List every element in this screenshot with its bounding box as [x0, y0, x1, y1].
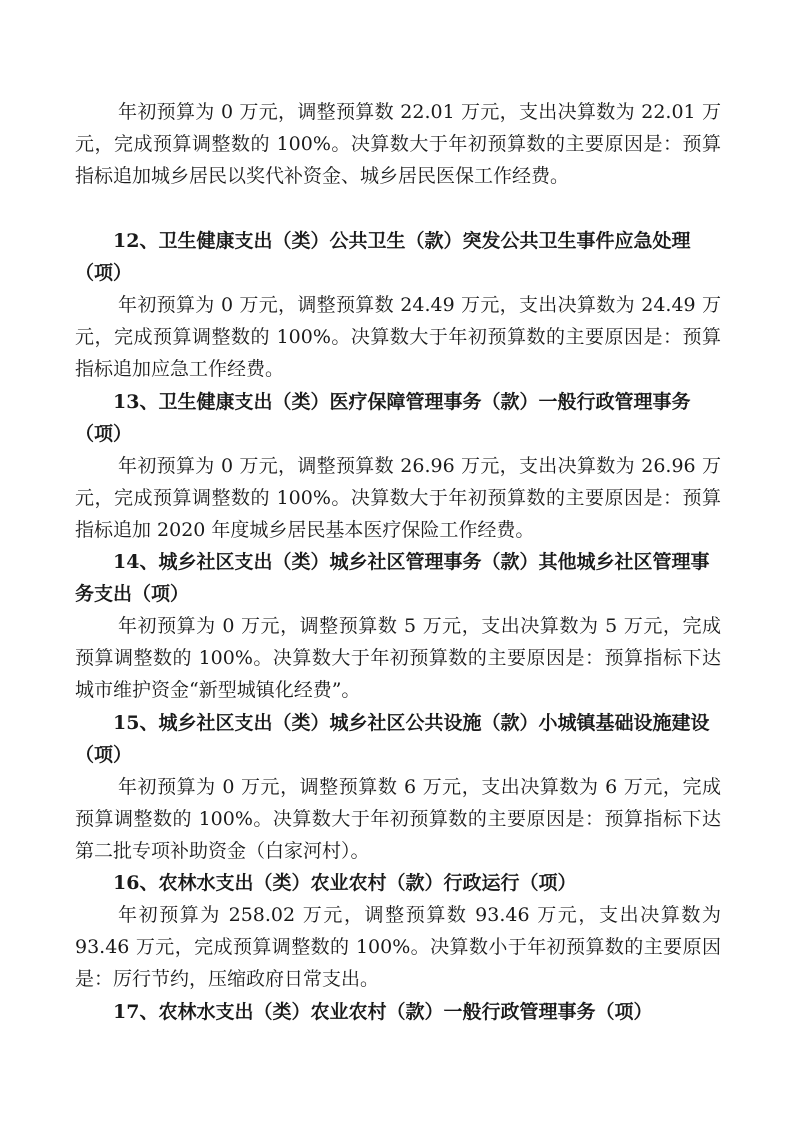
heading-item-12: 12、卫生健康支出（类）公共卫生（款）突发公共卫生事件应急处理（项） [75, 230, 691, 284]
heading-item-16: 16、农林水支出（类）农业农村（款）行政运行（项） [113, 872, 577, 894]
paragraph-item-16-explanation: 年初预算为 258.02 万元，调整预算数 93.46 万元，支出决算数为 93.46 万元，完成预算调整数的 100%。决算数小于年初预算数的主要原因是：厉行节约，压缩政府日常支出。 [75, 904, 721, 990]
paragraph-item-14-explanation: 年初预算为 0 万元，调整预算数 5 万元，支出决算数为 5 万元，完成预算调整数的 100%。决算数大于年初预算数的主要原因是：预算指标下达城市维护资金“新型城镇化经费”。 [75, 615, 721, 701]
heading-item-17: 17、农林水支出（类）农业农村（款）一般行政管理事务（项） [113, 1001, 653, 1023]
paragraph-item-13-explanation: 年初预算为 0 万元，调整预算数 26.96 万元，支出决算数为 26.96 万元，完成预算调整数的 100%。决算数大于年初预算数的主要原因是：预算指标追加 2020 年度城乡居民基本医疗保险工作经费。 [75, 455, 721, 541]
heading-item-14: 14、城乡社区支出（类）城乡社区管理事务（款）其他城乡社区管理事务支出（项） [75, 551, 710, 605]
paragraph-item-12-explanation: 年初预算为 0 万元，调整预算数 24.49 万元，支出决算数为 24.49 万元，完成预算调整数的 100%。决算数大于年初预算数的主要原因是：预算指标追加应急工作经费。 [75, 294, 721, 380]
heading-item-15: 15、城乡社区支出（类）城乡社区公共设施（款）小城镇基础设施建设（项） [75, 712, 710, 766]
paragraph-item-15-explanation: 年初预算为 0 万元，调整预算数 6 万元，支出决算数为 6 万元，完成预算调整数的 100%。决算数大于年初预算数的主要原因是：预算指标下达第二批专项补助资金（白家河村）。 [75, 776, 721, 862]
heading-item-13: 13、卫生健康支出（类）医疗保障管理事务（款）一般行政管理事务（项） [75, 391, 691, 445]
paragraph-item-11-explanation: 年初预算为 0 万元，调整预算数 22.01 万元，支出决算数为 22.01 万元，完成预算调整数的 100%。决算数大于年初预算数的主要原因是：预算指标追加城乡居民以奖代补资金、城乡居民医保工作经费。 [75, 101, 721, 187]
